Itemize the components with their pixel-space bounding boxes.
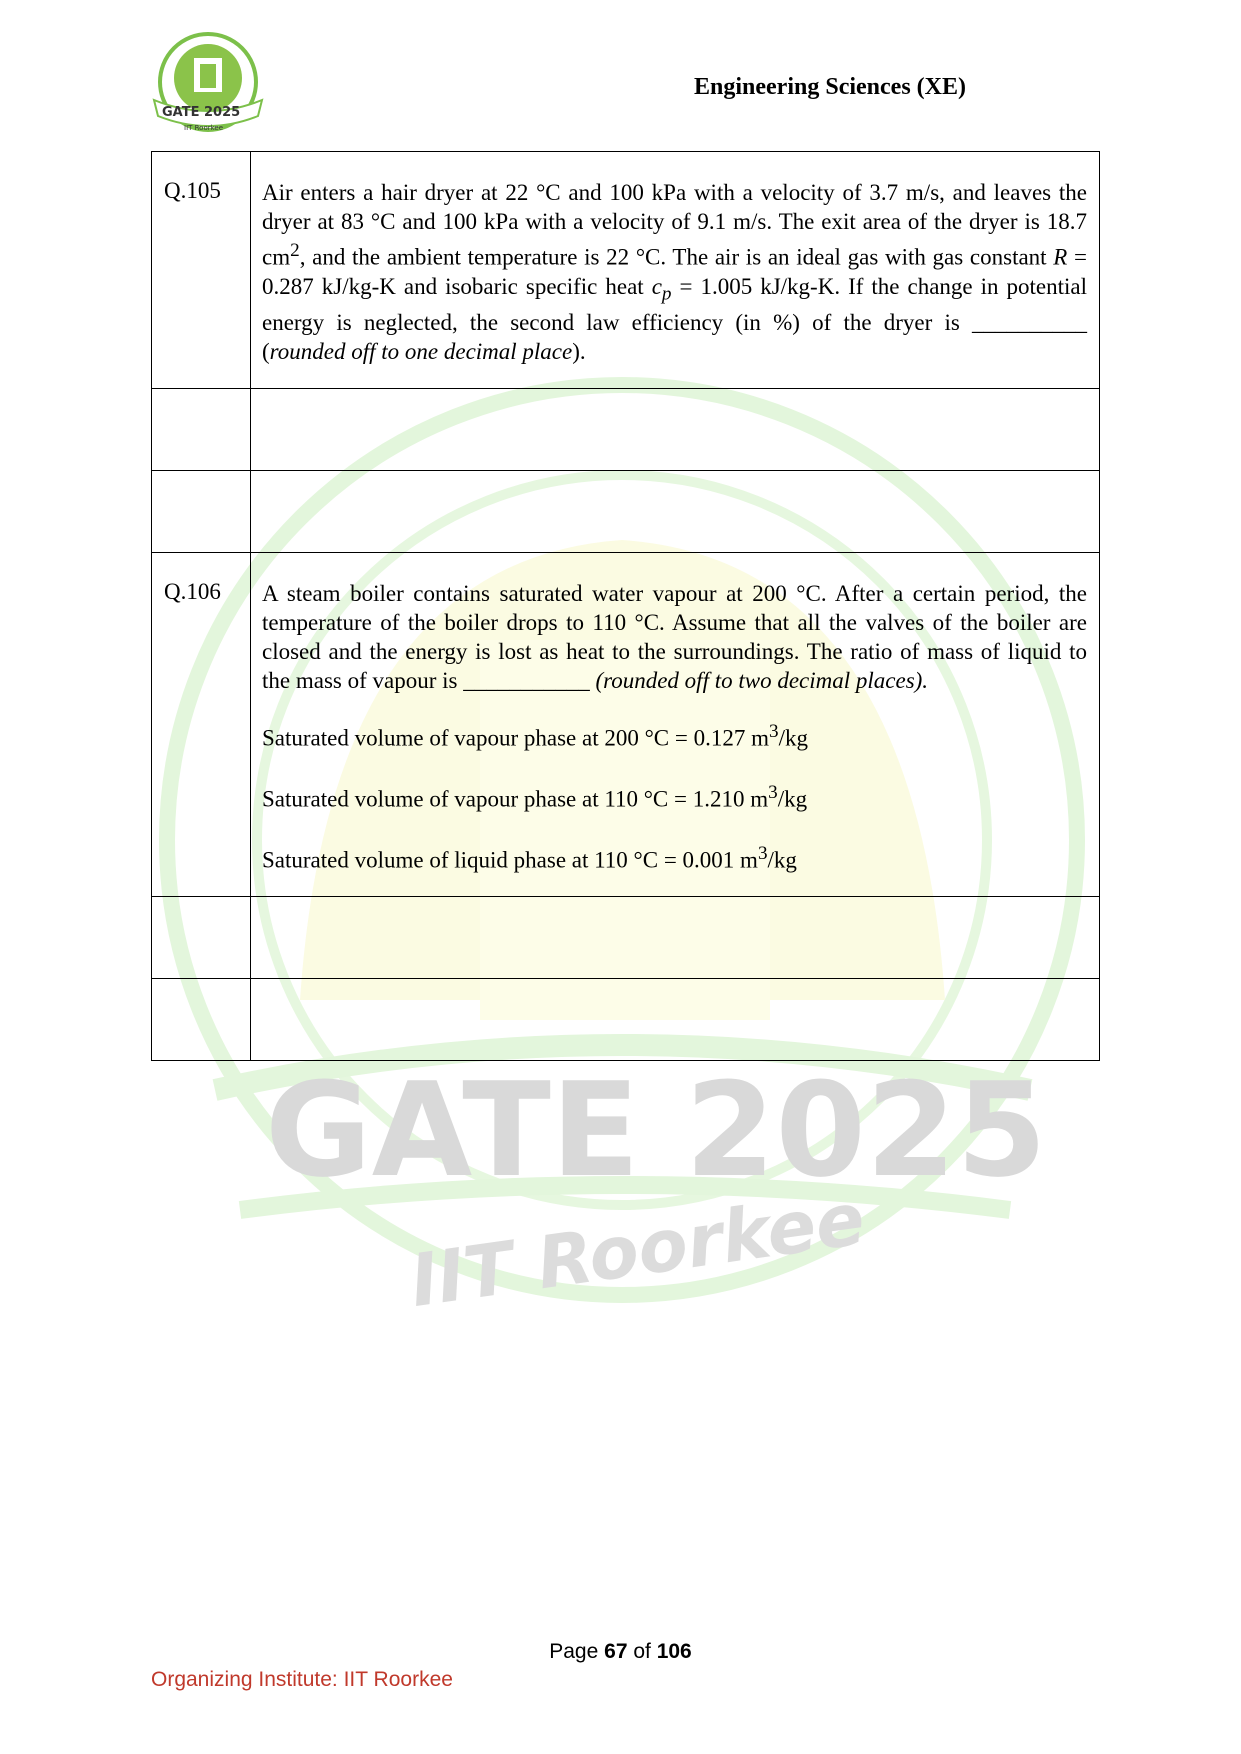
question-text xyxy=(251,553,1100,897)
specific-heat-letter: c xyxy=(651,273,662,299)
question-text-part: = 1.005 kJ/kg-K. If the change in potential energy is neglected, the second law efficiency (in %) of the dryer is __________ ( xyxy=(262,273,1087,365)
empty-cell xyxy=(251,897,1100,979)
watermark-main-text: GATE 2025 xyxy=(265,1054,1047,1206)
question-text xyxy=(251,152,1100,389)
question-number: Q.105 xyxy=(152,152,251,389)
given-data-line xyxy=(262,778,1087,814)
organizing-institute: Organizing Institute: IIT Roorkee xyxy=(151,1668,453,1691)
given-data-label: Saturated volume of liquid phase at 110 °C = 0.001 m xyxy=(262,847,758,873)
question-paragraph xyxy=(262,579,1087,695)
gate-2025-logo xyxy=(148,30,268,140)
answer-row xyxy=(152,471,1100,553)
page-current: 67 xyxy=(604,1640,628,1663)
gas-constant-symbol: R xyxy=(1053,244,1068,270)
answer-row xyxy=(152,979,1100,1061)
superscript: 3 xyxy=(769,721,779,743)
empty-cell xyxy=(251,979,1100,1061)
question-row-105 xyxy=(152,152,1100,389)
page-number xyxy=(0,1640,1241,1664)
superscript: 2 xyxy=(290,240,300,261)
given-data-line xyxy=(262,839,1087,875)
answer-row xyxy=(152,389,1100,471)
specific-heat-subscript: p xyxy=(661,283,672,305)
given-data-unit: /kg xyxy=(767,847,797,873)
watermark-sub-text: IIT Roorkee xyxy=(405,1176,870,1324)
empty-cell xyxy=(251,389,1100,471)
given-data-unit: /kg xyxy=(778,725,808,751)
question-text-part: = 0.287 kJ/kg-K and isobaric specific heat xyxy=(262,244,1087,299)
empty-cell xyxy=(152,389,251,471)
superscript: 3 xyxy=(768,781,778,803)
rounding-instruction: (rounded off to two decimal places). xyxy=(595,668,929,694)
empty-cell xyxy=(152,471,251,553)
question-text-part: , and the ambient temperature is 22 °C. The air is an ideal gas with gas constant xyxy=(299,244,1054,270)
question-text-part: A steam boiler contains saturated water vapour at 200 °C. After a certain period, the temperature of the boiler drops to 110 °C. Assume that all the valves of the boiler are closed and the energy is lost as heat to the surroundings. The ratio of mass of liquid to the mass of vapour is ___________ xyxy=(262,581,1087,694)
empty-cell xyxy=(152,979,251,1061)
given-data-line xyxy=(262,717,1087,753)
empty-cell xyxy=(152,897,251,979)
answer-row xyxy=(152,897,1100,979)
question-text-part: Air enters a hair dryer at 22 °C and 100 kPa with a velocity of 3.7 m/s, and leaves the dryer at 83 °C and 100 kPa with a velocity of 9.1 m/s. The exit area of the dryer is 18.7 cm xyxy=(262,180,1087,270)
given-data-unit: /kg xyxy=(777,786,808,812)
question-text-part: ). xyxy=(572,339,586,365)
rounding-instruction: rounded off to one decimal place xyxy=(269,339,573,365)
page-of: of xyxy=(627,1640,657,1663)
given-data-label: Saturated volume of vapour phase at 200 °C = 0.127 m xyxy=(262,725,769,751)
given-data-label: Saturated volume of vapour phase at 110 °C = 1.210 m xyxy=(262,786,769,812)
logo-subtext: IIT Roorkee xyxy=(184,124,224,132)
page-prefix: Page xyxy=(549,1640,605,1663)
question-table xyxy=(151,151,1100,1061)
question-number: Q.106 xyxy=(152,553,251,897)
question-row-106 xyxy=(152,553,1100,897)
paper-title: Engineering Sciences (XE) xyxy=(694,74,966,100)
empty-cell xyxy=(251,471,1100,553)
page-total: 106 xyxy=(656,1640,692,1663)
superscript: 3 xyxy=(757,842,768,864)
specific-heat-symbol xyxy=(651,273,672,305)
logo-text: GATE 2025 xyxy=(162,105,241,120)
